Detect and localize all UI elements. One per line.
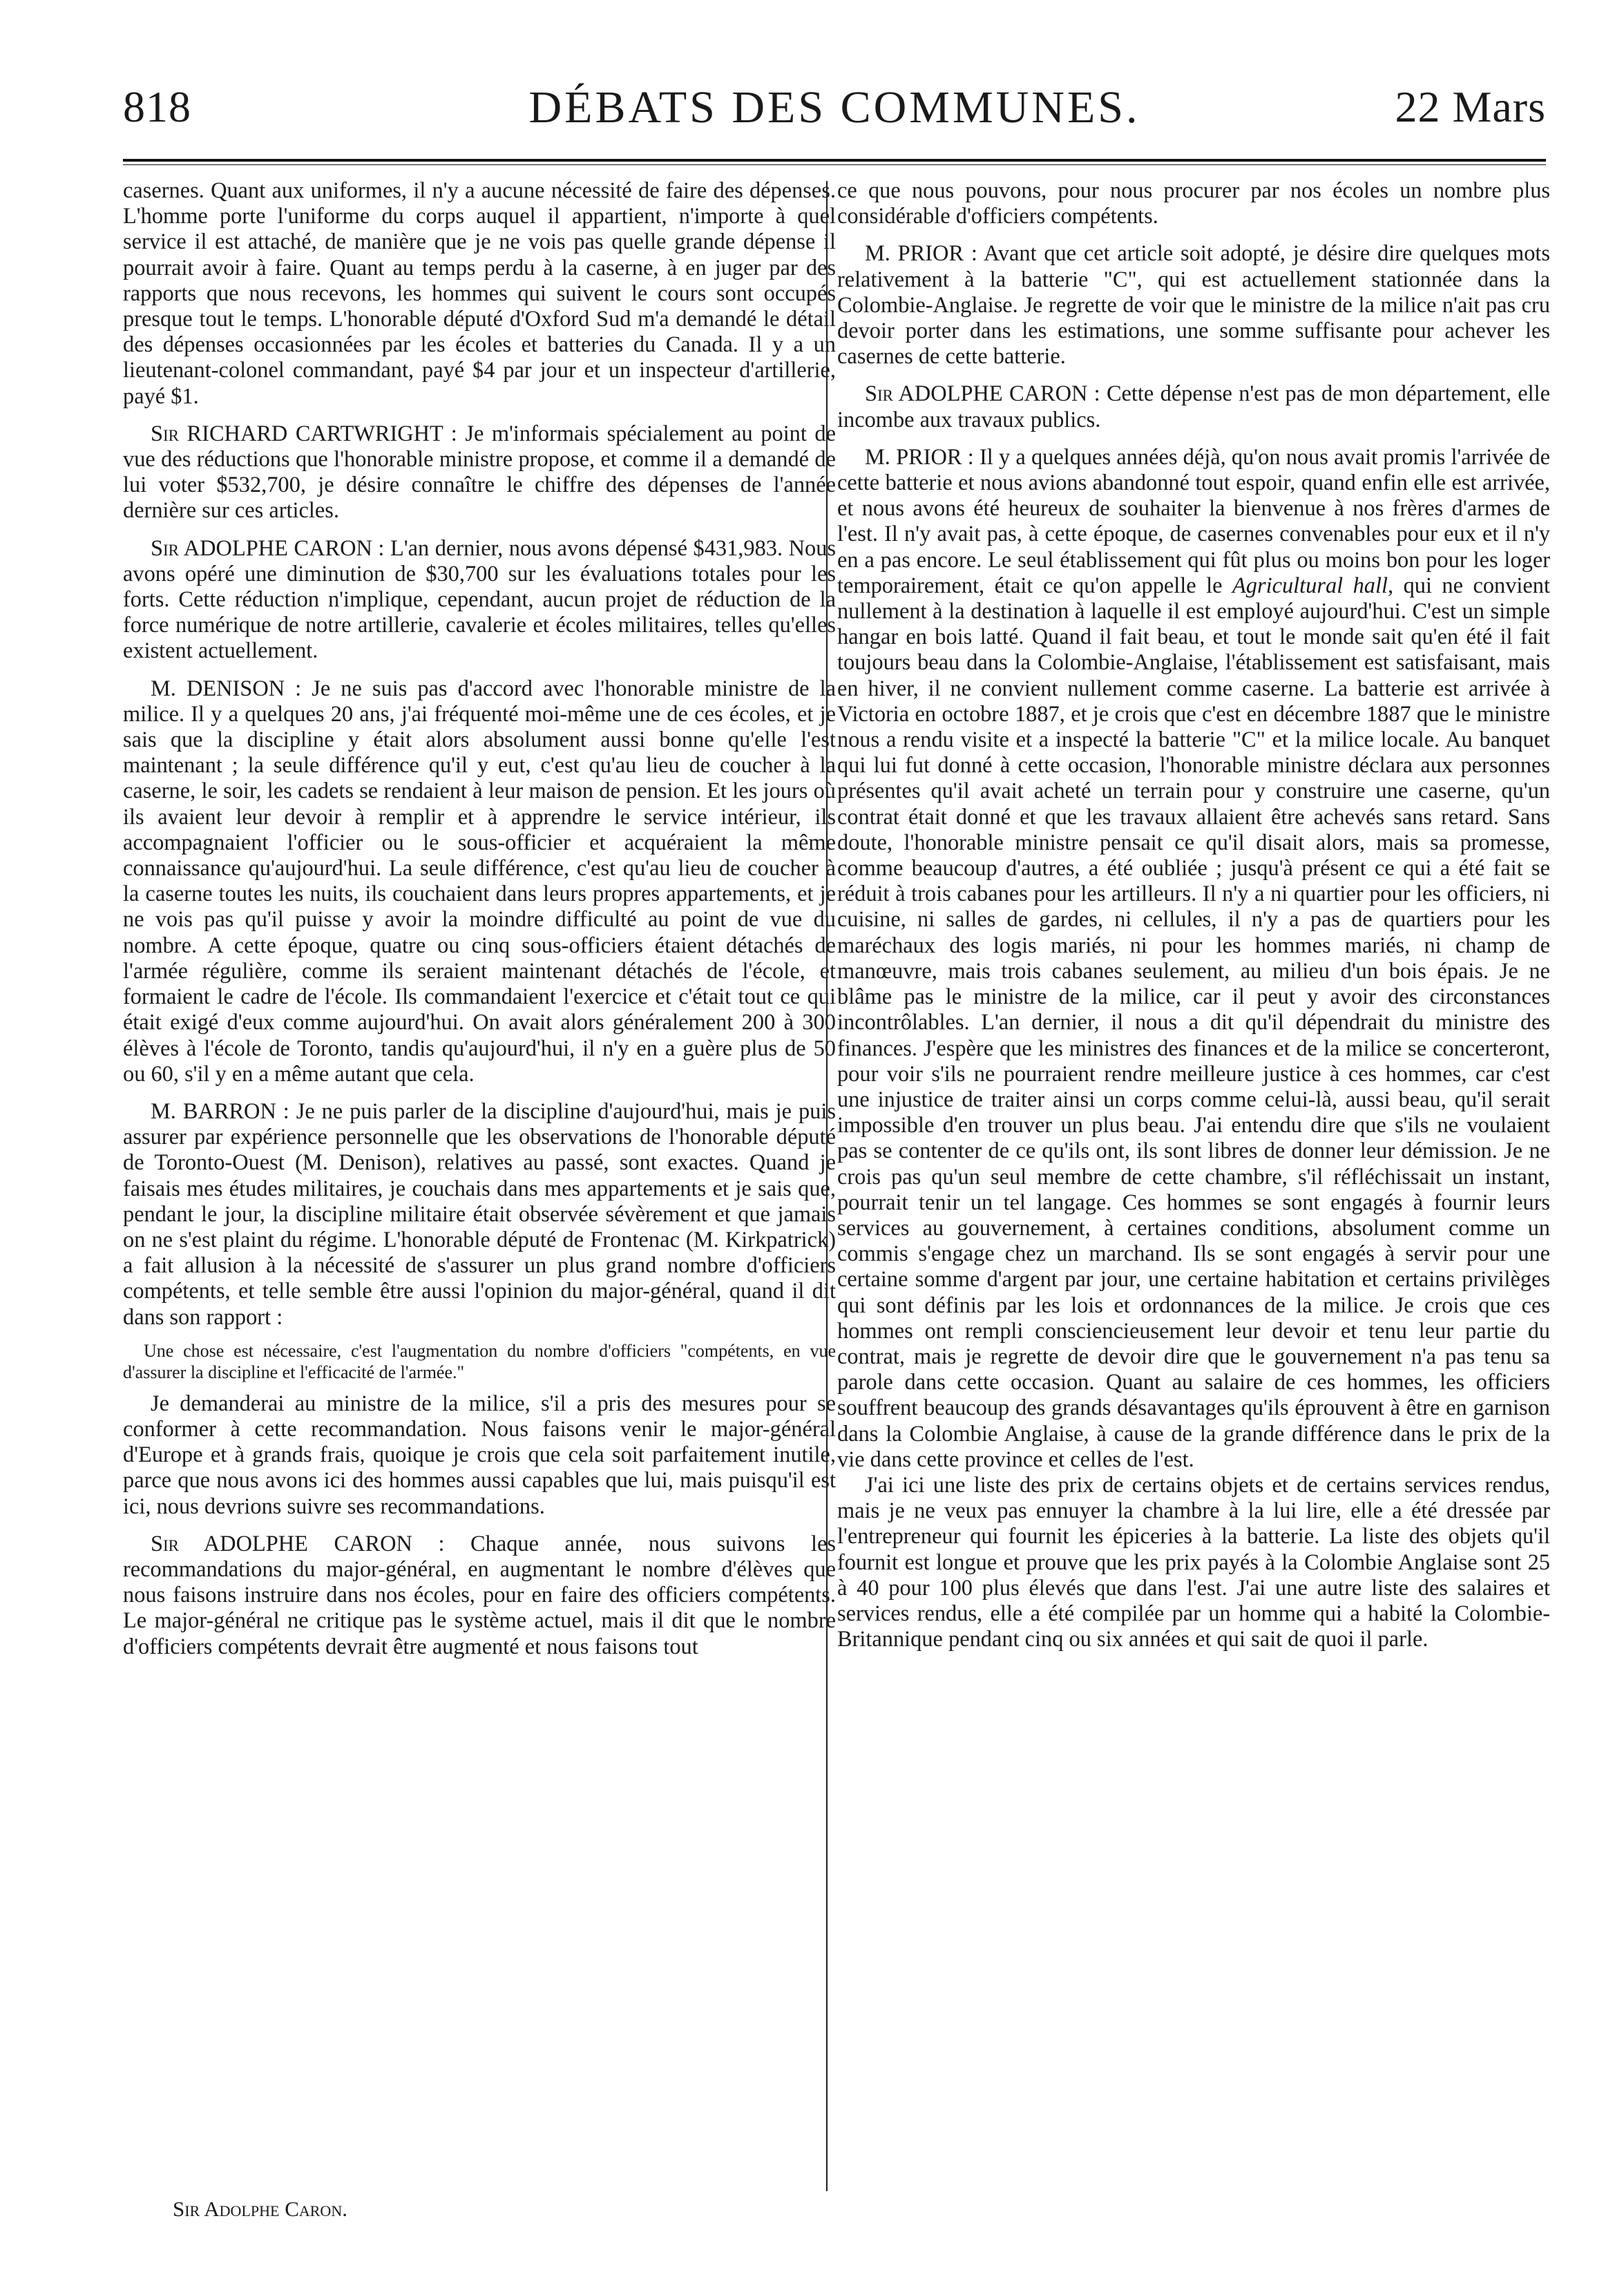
speaker-name: M. BARRON : [151,1098,289,1124]
paragraph [837,241,1550,370]
catchword: Sir Adolphe Caron. [173,2197,347,2221]
speech-text: Je ne suis pas d'accord avec l'honorable ministre de la milice. Il y a quelques 20 ans, j'ai fréquenté moi-même une de ces écoles, et je sais que la discipline y était alors absolument aussi bonne qu'elle l'est maintenant ; la seule différence qu'il y eut, c'est qu'au lieu de coucher à la caserne, le soir, les cadets se rendaient à leur maison de pension. Et les jours où ils avaient leur devoir à remplir et à apprendre le service intérieur, ils accompagnaient l'officier ou le sous-officier et acquéraient la même connaissance qu'aujourd'hui. La seule différence, c'est qu'au lieu de coucher à la caserne toutes les nuits, ils couchaient dans leurs propres appartements, et je ne vois pas qu'il puisse y avoir la moindre difficulté au point de vue du nombre. A cette époque, quatre ou cinq sous-officiers étaient détachés de l'armée régulière, comme ils seraient maintenant détachés de l'école, et formaient le cadre de l'école. Ils commandaient l'exercice et c'était tout ce qui était exigé d'eux comme aujourd'hui. On avait alors généralement 200 à 300 élèves à l'école de Toronto, tandis qu'aujourd'hui, il n'y en a guère plus de 50 ou 60, s'il y en a même autant que cela. [123,676,836,1087]
speech-text: Avant que cet article soit adopté, je désire dire quelques mots relativement à la batterie "C", qui est actuellement stationnée dans la Colombie-Anglaise. Je regrette de voir que le ministre de la milice n'ait pas cru devoir porter dans les estimations, une somme suffisante pour achever les casernes de cette batterie. [837,241,1551,370]
column-divider [826,181,828,2191]
page-header [123,82,1546,141]
speech-text: L'an dernier, nous avons dépensé $431,983. Nous avons opéré une diminution de $30,700 sur les évaluations totales pour les forts. Cette réduction n'implique, cependant, aucun projet de réduction de la force numérique de notre artillerie, cavalerie et écoles militaires, telles qu'elles existent actuellement. [123,535,836,664]
paragraph: Je demanderai au ministre de la milice, s'il a pris des mesures pour se conformer à cette recommandation. Nous faisons venir le major-général d'Europe et à grands frais, quoique je crois que cela soit parfaitement inutile, parce que nous avons ici des hommes aussi capables que lui, mais puisqu'il est ici, nous devrions suivre ses recommandations. [123,1391,836,1519]
running-title: DÉBATS DES COMMUNES. [528,82,1140,133]
paragraph: casernes. Quant aux uniformes, il n'y a aucune nécessité de faire des dépenses. L'homme porte l'uniforme du corps auquel il appartient, n'importe à quel service il est attaché, de manière que je ne vois pas quelle grande dépense il pourrait avoir à faire. Quant au temps perdu à la caserne, à en juger par des rapports que nous recevons, les hommes qui suivent le cours sont occupés presque tout le temps. L'honorable député d'Oxford Sud m'a demandé le détail des dépenses occasionnées par les écoles et batteries du Canada. Il y a un lieutenant-colonel commandant, payé $4 par jour et un inspecteur d'artillerie, payé $1. [123,178,836,409]
speech-text: , qui ne convient nullement à la destination à laquelle il est employé aujourd'hui. C'est un simple hangar en bois latté. Quand il fait beau, et tout le monde sait qu'en été il fait toujours beau dans la Colombie-Anglaise, l'établissement est satisfaisant, mais en hiver, il ne convient nullement comme caserne. La batterie est arrivée à Victoria en octobre 1887, et je crois que c'est en décembre 1887 que le ministre nous a rendu visite et a inspecté la batterie "C" et la milice locale. Au banquet qui lui fut donné à cette occasion, l'honorable ministre déclara aux personnes présentes qu'il avait acheté un terrain pour y construire une caserne, qu'un contrat était donné et que les travaux allaient être achevés sans retard. Sans doute, l'honorable ministre pensait ce qu'il disait alors, mais sa promesse, comme beaucoup d'autres, a été oubliée ; jusqu'à présent ce qui a été fait se réduit à trois cabanes pour les artilleurs. Il n'y a ni quartier pour les officiers, ni cuisine, ni salles de gardes, ni cellules, il n'y a pas de quartiers pour les maréchaux des logis mariés, ni pour les hommes mariés, ni champ de manœuvre, mais trois cabanes seulement, au milieu d'un bois épais. Je ne blâme pas le ministre de la milice, car il peut y avoir des circonstances incontrôlables. L'an dernier, il nous a dit qu'il dépendrait du ministre des finances. J'espère que les ministres des finances et de la milice se concerteront, pour voir s'ils ne pourraient rendre meilleure justice à ces hommes, car c'est une injustice de traiter ainsi un corps comme celui-là, aussi beau, qu'il serait impossible d'en trouver un plus beau. J'ai entendu dire que s'ils ne voulaient pas se contenter de ce qu'ils ont, ils sont libres de donner leur démission. Je ne crois pas qu'un seul membre de cette chambre, s'il réfléchissait un instant, pourrait tenir un tel langage. Ces hommes se sont engagés à fournir leurs services au gouvernement, à certaines conditions, absolument comme un commis s'engage chez un marchand. Ils se sont engagés à servir pour une certaine somme d'argent par jour, une certaine habitation et certains privilèges qui sont définis par les lois et ordonnances de la milice. Je crois que ces hommes ont rempli consciencieusement leur devoir et tenu leur partie du contrat, mais je regrette de devoir dire que le gouvernement n'a pas tenu sa parole dans cette occasion. Quant au salaire de ces hommes, les officiers souffrent beaucoup des grands désavantages qu'ils éprouvent à être en garnison dans la Colombie Anglaise, à cause de la grande différence dans le prix de la vie dans cette province et celles de l'est. [837,573,1550,1472]
paragraph [123,1099,836,1330]
speech-text: Je m'informais spécialement au point de vue des réductions que l'honorable ministre propose, et comme il a demandé de lui voter $532,700, je désire connaître le chiffre des dépenses de l'année dernière sur ces articles. [123,421,836,524]
speaker-name: M. PRIOR : [865,444,974,470]
speech-text: Il y a quelques années déjà, qu'on nous avait promis l'arrivée de cette batterie et nous avions abandonné tout espoir, quand enfin elle est arrivée, et nous avons été heureux de souhaiter la bienvenue à nos frères d'armes de l'est. Il n'y avait pas, à cette époque, de casernes convenables pour eux et il n'y en a pas encore. Le seul établissement qui fût plus ou moins bon pour les loger temporairement, était ce qu'on appelle le [837,444,1550,598]
paragraph [123,536,836,665]
paragraph: ce que nous pouvons, pour nous procurer par nos écoles un nombre plus considérable d'officiers compétents. [837,178,1550,229]
speech-text: Chaque année, nous suivons les recommandations du major-général, en augmentant le nombre d'élèves que nous faisons instruire dans nos écoles, pour en faire des officiers compétents. Le major-général ne critique pas le système actuel, mais il dit que le nombre d'officiers compétents devrait être augmenté et nous faisons tout [123,1531,836,1659]
header-rule-thin [123,164,1546,165]
header-date: 22 Mars [1395,82,1546,131]
speaker-name: Sir ADOLPHE CARON : [865,381,1100,407]
speech-text: Je ne puis parler de la discipline d'aujourd'hui, mais je puis assurer par expérience personnelle que les observations de l'honorable député de Toronto-Ouest (M. Denison), relatives au passé, sont exactes. Quand je faisais mes études militaires, je couchais dans mes appartements et je sais que, pendant le jour, la discipline militaire était observée sévèrement et que jamais on ne s'est plaint du régime. L'honorable député de Frontenac (M. Kirkpatrick) a fait allusion à la nécessité de s'assurer un plus grand nombre d'officiers compétents, et telle semble être aussi l'opinion du major-général, quand il dit dans son rapport : [123,1098,836,1330]
paragraph [123,1531,836,1660]
block-quote: Une chose est nécessaire, c'est l'augmentation du nombre d'officiers "compétents, en vue d'assurer la discipline et l'efficacité de l'armée." [123,1340,836,1382]
speech-text: Cette dépense n'est pas de mon département, elle incombe aux travaux publics. [837,381,1550,432]
italic-term: Agricultural hall [1232,573,1388,598]
paragraph [123,676,836,1087]
paragraph [123,421,836,524]
left-column [123,178,836,1660]
header-rule-thick [123,159,1546,162]
speaker-name: M. DENISON : [151,676,302,701]
speaker-name: Sir RICHARD CARTWRIGHT : [151,421,457,446]
page-number: 818 [123,82,191,131]
paragraph: J'ai ici une liste des prix de certains objets et de certains services rendus, mais je ne veux pas ennuyer la chambre à la lui lire, elle a été dressée par l'entrepreneur qui fournit les épiceries à la batterie. La liste des objets qu'il fournit est longue et prouve que les prix payés à la Colombie Anglaise sont 25 à 40 pour 100 plus élevés que dans l'est. J'ai une autre liste des salaires et services rendus, elle a été compilée par un homme qui a habité la Colombie-Britannique pendant cinq ou six années et qui sait de quoi il parle. [837,1472,1550,1652]
right-column [837,178,1550,1652]
speaker-name: Sir ADOLPHE CARON : [151,1531,445,1556]
speaker-name: Sir ADOLPHE CARON : [151,535,385,561]
paragraph [837,381,1550,432]
speaker-name: M. PRIOR : [865,241,977,267]
paragraph [837,445,1550,1473]
